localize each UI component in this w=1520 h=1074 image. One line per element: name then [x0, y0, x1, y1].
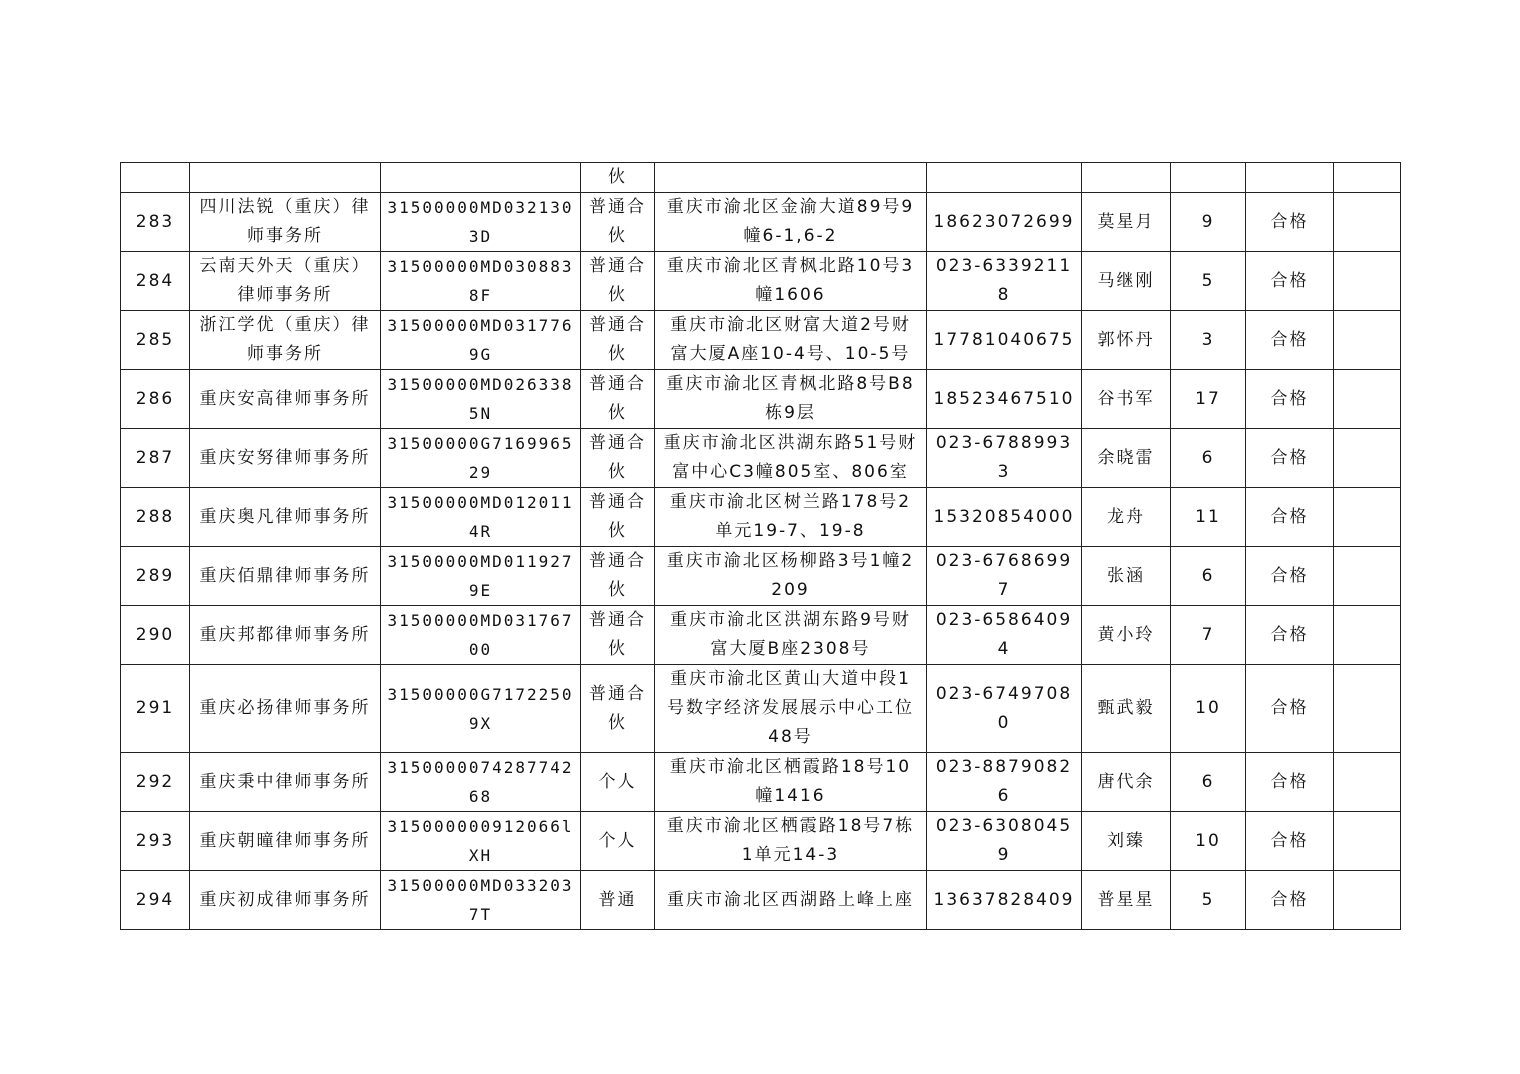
cell-count: 6: [1171, 753, 1246, 812]
cell-address: [655, 163, 927, 193]
cell-no: 287: [121, 429, 190, 488]
cell-name: 重庆佰鼎律师事务所: [190, 547, 381, 606]
cell-result: 合格: [1246, 370, 1334, 429]
cell-director: 甄武毅: [1082, 665, 1171, 753]
cell-result: 合格: [1246, 871, 1334, 930]
cell-code: 31500000G716996529: [381, 429, 581, 488]
cell-no: 283: [121, 193, 190, 252]
cell-phone: 023-63392118: [927, 252, 1082, 311]
cell-name: 重庆必扬律师事务所: [190, 665, 381, 753]
cell-director: 唐代余: [1082, 753, 1171, 812]
cell-address: 重庆市渝北区青枫北路8号B8栋9层: [655, 370, 927, 429]
table-row: [121, 252, 1401, 311]
cell-name: 重庆初成律师事务所: [190, 871, 381, 930]
cell-director: 普星星: [1082, 871, 1171, 930]
cell-count: 9: [1171, 193, 1246, 252]
cell-note: [1334, 606, 1401, 665]
cell-phone: 023-63080459: [927, 812, 1082, 871]
cell-code: 31500000MD0308838F: [381, 252, 581, 311]
cell-name: 重庆奥凡律师事务所: [190, 488, 381, 547]
cell-code: 31500000MD0317769G: [381, 311, 581, 370]
cell-code: 315000000912066lXH: [381, 812, 581, 871]
cell-count: [1171, 163, 1246, 193]
cell-type: 普通合伙: [581, 547, 655, 606]
cell-director: 张涵: [1082, 547, 1171, 606]
cell-address: 重庆市渝北区财富大道2号财富大厦A座10-4号、10-5号: [655, 311, 927, 370]
cell-name: [190, 163, 381, 193]
cell-note: [1334, 311, 1401, 370]
table-row: [121, 429, 1401, 488]
cell-phone: 023-67889933: [927, 429, 1082, 488]
cell-type: 个人: [581, 753, 655, 812]
table-row: [121, 753, 1401, 812]
cell-type: 普通合伙: [581, 193, 655, 252]
cell-address: 重庆市渝北区杨柳路3号1幢2209: [655, 547, 927, 606]
cell-no: 294: [121, 871, 190, 930]
cell-count: 3: [1171, 311, 1246, 370]
cell-type: 伙: [581, 163, 655, 193]
table-row: [121, 665, 1401, 753]
table-row: [121, 193, 1401, 252]
cell-count: 17: [1171, 370, 1246, 429]
cell-type: 普通合伙: [581, 606, 655, 665]
cell-phone: 023-65864094: [927, 606, 1082, 665]
table-body: [121, 163, 1401, 930]
cell-phone: 023-67686997: [927, 547, 1082, 606]
cell-name: 四川法锐（重庆）律师事务所: [190, 193, 381, 252]
cell-note: [1334, 429, 1401, 488]
cell-result: 合格: [1246, 488, 1334, 547]
cell-count: 6: [1171, 429, 1246, 488]
cell-director: 谷书军: [1082, 370, 1171, 429]
cell-phone: [927, 163, 1082, 193]
cell-phone: 023-88790826: [927, 753, 1082, 812]
cell-director: 刘臻: [1082, 812, 1171, 871]
cell-result: 合格: [1246, 812, 1334, 871]
cell-result: [1246, 163, 1334, 193]
cell-address: 重庆市渝北区洪湖东路9号财富大厦B座2308号: [655, 606, 927, 665]
cell-result: 合格: [1246, 311, 1334, 370]
cell-name: 重庆安高律师事务所: [190, 370, 381, 429]
cell-name: 浙江学优（重庆）律师事务所: [190, 311, 381, 370]
cell-count: 7: [1171, 606, 1246, 665]
cell-note: [1334, 252, 1401, 311]
cell-note: [1334, 193, 1401, 252]
cell-count: 10: [1171, 812, 1246, 871]
cell-code: [381, 163, 581, 193]
cell-phone: 17781040675: [927, 311, 1082, 370]
cell-director: [1082, 163, 1171, 193]
cell-type: 普通合伙: [581, 488, 655, 547]
cell-director: 莫星月: [1082, 193, 1171, 252]
cell-phone: 023-67497080: [927, 665, 1082, 753]
cell-phone: 18623072699: [927, 193, 1082, 252]
cell-name: 重庆秉中律师事务所: [190, 753, 381, 812]
cell-no: 289: [121, 547, 190, 606]
cell-name: 重庆邦都律师事务所: [190, 606, 381, 665]
cell-note: [1334, 812, 1401, 871]
cell-name: 重庆安努律师事务所: [190, 429, 381, 488]
cell-code: 31500000MD0263385N: [381, 370, 581, 429]
cell-name: 云南天外天（重庆）律师事务所: [190, 252, 381, 311]
cell-address: 重庆市渝北区青枫北路10号3幢1606: [655, 252, 927, 311]
cell-director: 马继刚: [1082, 252, 1171, 311]
cell-result: 合格: [1246, 547, 1334, 606]
cell-type: 普通: [581, 871, 655, 930]
law-firm-table: [120, 162, 1401, 930]
cell-no: 291: [121, 665, 190, 753]
cell-address: 重庆市渝北区黄山大道中段1号数字经济发展展示中心工位48号: [655, 665, 927, 753]
cell-no: 288: [121, 488, 190, 547]
cell-no: [121, 163, 190, 193]
cell-note: [1334, 753, 1401, 812]
cell-no: 292: [121, 753, 190, 812]
cell-result: 合格: [1246, 429, 1334, 488]
cell-no: 285: [121, 311, 190, 370]
cell-type: 个人: [581, 812, 655, 871]
cell-phone: 15320854000: [927, 488, 1082, 547]
cell-count: 10: [1171, 665, 1246, 753]
cell-type: 普通合伙: [581, 370, 655, 429]
table-row: [121, 606, 1401, 665]
cell-phone: 13637828409: [927, 871, 1082, 930]
cell-code: 31500000G71722509X: [381, 665, 581, 753]
cell-address: 重庆市渝北区洪湖东路51号财富中心C3幢805室、806室: [655, 429, 927, 488]
cell-name: 重庆朝曈律师事务所: [190, 812, 381, 871]
cell-code: 31500000MD0119279E: [381, 547, 581, 606]
cell-count: 11: [1171, 488, 1246, 547]
cell-address: 重庆市渝北区栖霞路18号10幢1416: [655, 753, 927, 812]
cell-note: [1334, 547, 1401, 606]
table-row: [121, 871, 1401, 930]
cell-type: 普通合伙: [581, 665, 655, 753]
table-row: [121, 370, 1401, 429]
cell-phone: 18523467510: [927, 370, 1082, 429]
cell-address: 重庆市渝北区树兰路178号2单元19-7、19-8: [655, 488, 927, 547]
cell-note: [1334, 163, 1401, 193]
cell-code: 31500000MD0120114R: [381, 488, 581, 547]
cell-code: 31500000MD0332037T: [381, 871, 581, 930]
table-row: [121, 812, 1401, 871]
table-row: [121, 488, 1401, 547]
cell-note: [1334, 871, 1401, 930]
cell-director: 郭怀丹: [1082, 311, 1171, 370]
cell-note: [1334, 370, 1401, 429]
cell-director: 龙舟: [1082, 488, 1171, 547]
cell-no: 290: [121, 606, 190, 665]
cell-no: 284: [121, 252, 190, 311]
cell-type: 普通合伙: [581, 429, 655, 488]
cell-code: 31500000MD03176700: [381, 606, 581, 665]
cell-count: 5: [1171, 871, 1246, 930]
cell-address: 重庆市渝北区西湖路上峰上座: [655, 871, 927, 930]
cell-director: 黄小玲: [1082, 606, 1171, 665]
cell-type: 普通合伙: [581, 252, 655, 311]
cell-count: 5: [1171, 252, 1246, 311]
cell-result: 合格: [1246, 252, 1334, 311]
cell-result: 合格: [1246, 753, 1334, 812]
cell-note: [1334, 665, 1401, 753]
cell-result: 合格: [1246, 606, 1334, 665]
cell-address: 重庆市渝北区金渝大道89号9幢6-1,6-2: [655, 193, 927, 252]
table-row: [121, 547, 1401, 606]
cell-type: 普通合伙: [581, 311, 655, 370]
cell-result: 合格: [1246, 665, 1334, 753]
cell-no: 293: [121, 812, 190, 871]
table-row-continuation: [121, 163, 1401, 193]
cell-director: 余晓雷: [1082, 429, 1171, 488]
cell-address: 重庆市渝北区栖霞路18号7栋1单元14-3: [655, 812, 927, 871]
cell-count: 6: [1171, 547, 1246, 606]
cell-result: 合格: [1246, 193, 1334, 252]
cell-no: 286: [121, 370, 190, 429]
table-row: [121, 311, 1401, 370]
cell-code: 31500000MD0321303D: [381, 193, 581, 252]
cell-note: [1334, 488, 1401, 547]
cell-code: 315000007428774268: [381, 753, 581, 812]
